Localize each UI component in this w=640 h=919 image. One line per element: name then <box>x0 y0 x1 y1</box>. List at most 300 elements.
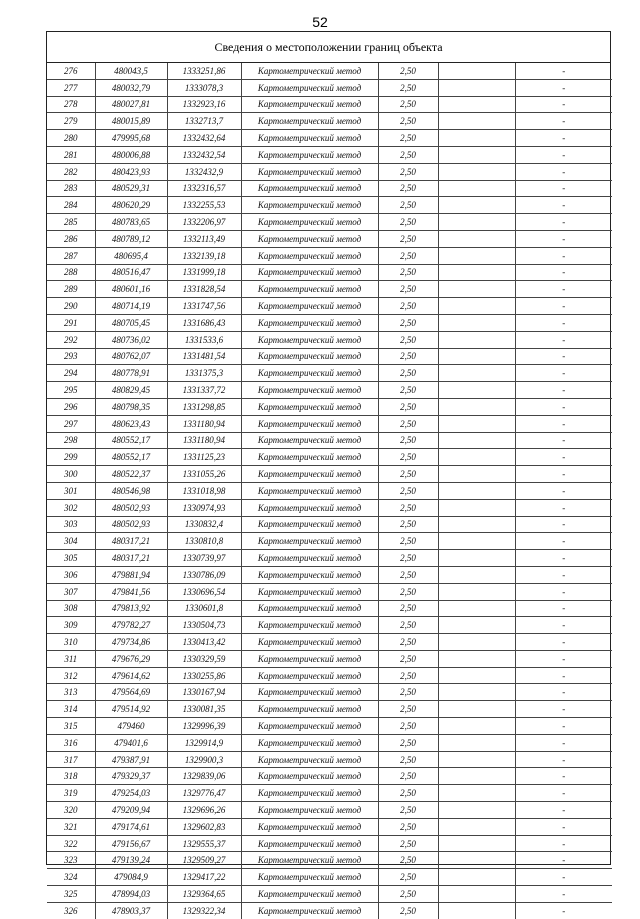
x-coordinate-cell: 480714,19 <box>95 298 167 315</box>
method-cell: Картометрический метод <box>241 63 378 79</box>
x-coordinate-cell: 480778,91 <box>95 365 167 382</box>
point-number-cell: 295 <box>47 382 95 399</box>
y-coordinate-cell: 1330329,59 <box>167 650 241 667</box>
point-number-cell: 320 <box>47 802 95 819</box>
note-cell: - <box>515 214 612 231</box>
note-cell: - <box>515 146 612 163</box>
y-coordinate-cell: 1331686,43 <box>167 314 241 331</box>
accuracy-cell: 2,50 <box>378 197 438 214</box>
y-coordinate-cell: 1331180,94 <box>167 415 241 432</box>
accuracy-cell: 2,50 <box>378 163 438 180</box>
note-cell: - <box>515 79 612 96</box>
x-coordinate-cell: 478994,03 <box>95 886 167 903</box>
x-coordinate-cell: 479174,61 <box>95 818 167 835</box>
extra-cell <box>438 348 515 365</box>
note-cell: - <box>515 432 612 449</box>
table-row <box>47 63 612 79</box>
x-coordinate-cell: 480502,93 <box>95 516 167 533</box>
note-cell: - <box>515 180 612 197</box>
extra-cell <box>438 113 515 130</box>
y-coordinate-cell: 1330974,93 <box>167 499 241 516</box>
note-cell: - <box>515 130 612 147</box>
x-coordinate-cell: 479782,27 <box>95 617 167 634</box>
y-coordinate-cell: 1331337,72 <box>167 382 241 399</box>
x-coordinate-cell: 479881,94 <box>95 566 167 583</box>
y-coordinate-cell: 1330832,4 <box>167 516 241 533</box>
y-coordinate-cell: 1330167,94 <box>167 684 241 701</box>
extra-cell <box>438 516 515 533</box>
method-cell: Картометрический метод <box>241 146 378 163</box>
accuracy-cell: 2,50 <box>378 230 438 247</box>
point-number-cell: 277 <box>47 79 95 96</box>
y-coordinate-cell: 1331375,3 <box>167 365 241 382</box>
y-coordinate-cell: 1330786,09 <box>167 566 241 583</box>
point-number-cell: 291 <box>47 314 95 331</box>
point-number-cell: 322 <box>47 835 95 852</box>
point-number-cell: 308 <box>47 600 95 617</box>
table-row <box>47 768 612 785</box>
note-cell: - <box>515 869 612 886</box>
accuracy-cell: 2,50 <box>378 331 438 348</box>
accuracy-cell: 2,50 <box>378 617 438 634</box>
table-row <box>47 113 612 130</box>
x-coordinate-cell: 480620,29 <box>95 197 167 214</box>
method-cell: Картометрический метод <box>241 802 378 819</box>
accuracy-cell: 2,50 <box>378 734 438 751</box>
method-cell: Картометрический метод <box>241 247 378 264</box>
method-cell: Картометрический метод <box>241 701 378 718</box>
x-coordinate-cell: 479329,37 <box>95 768 167 785</box>
method-cell: Картометрический метод <box>241 869 378 886</box>
extra-cell <box>438 415 515 432</box>
note-cell: - <box>515 550 612 567</box>
y-coordinate-cell: 1331298,85 <box>167 398 241 415</box>
x-coordinate-cell: 480032,79 <box>95 79 167 96</box>
accuracy-cell: 2,50 <box>378 634 438 651</box>
note-cell: - <box>515 516 612 533</box>
method-cell: Картометрический метод <box>241 499 378 516</box>
y-coordinate-cell: 1331828,54 <box>167 281 241 298</box>
method-cell: Картометрический метод <box>241 852 378 869</box>
y-coordinate-cell: 1332255,53 <box>167 197 241 214</box>
method-cell: Картометрический метод <box>241 466 378 483</box>
extra-cell <box>438 63 515 79</box>
point-number-cell: 301 <box>47 482 95 499</box>
table-row <box>47 449 612 466</box>
accuracy-cell: 2,50 <box>378 818 438 835</box>
extra-cell <box>438 550 515 567</box>
accuracy-cell: 2,50 <box>378 281 438 298</box>
note-cell: - <box>515 314 612 331</box>
table-row <box>47 230 612 247</box>
extra-cell <box>438 566 515 583</box>
point-number-cell: 276 <box>47 63 95 79</box>
table-row <box>47 415 612 432</box>
accuracy-cell: 2,50 <box>378 214 438 231</box>
extra-cell <box>438 869 515 886</box>
point-number-cell: 288 <box>47 264 95 281</box>
point-number-cell: 303 <box>47 516 95 533</box>
accuracy-cell: 2,50 <box>378 869 438 886</box>
note-cell: - <box>515 718 612 735</box>
accuracy-cell: 2,50 <box>378 264 438 281</box>
x-coordinate-cell: 480317,21 <box>95 533 167 550</box>
x-coordinate-cell: 480522,37 <box>95 466 167 483</box>
y-coordinate-cell: 1329914,9 <box>167 734 241 751</box>
x-coordinate-cell: 479209,94 <box>95 802 167 819</box>
point-number-cell: 285 <box>47 214 95 231</box>
point-number-cell: 298 <box>47 432 95 449</box>
note-cell: - <box>515 802 612 819</box>
y-coordinate-cell: 1332713,7 <box>167 113 241 130</box>
extra-cell <box>438 180 515 197</box>
x-coordinate-cell: 480705,45 <box>95 314 167 331</box>
y-coordinate-cell: 1332923,16 <box>167 96 241 113</box>
accuracy-cell: 2,50 <box>378 583 438 600</box>
note-cell: - <box>515 600 612 617</box>
accuracy-cell: 2,50 <box>378 365 438 382</box>
point-number-cell: 318 <box>47 768 95 785</box>
extra-cell <box>438 886 515 903</box>
y-coordinate-cell: 1331125,23 <box>167 449 241 466</box>
extra-cell <box>438 146 515 163</box>
accuracy-cell: 2,50 <box>378 902 438 918</box>
point-number-cell: 289 <box>47 281 95 298</box>
note-cell: - <box>515 466 612 483</box>
note-cell: - <box>515 835 612 852</box>
x-coordinate-cell: 479734,86 <box>95 634 167 651</box>
x-coordinate-cell: 479401,6 <box>95 734 167 751</box>
table-row <box>47 734 612 751</box>
y-coordinate-cell: 1329364,65 <box>167 886 241 903</box>
x-coordinate-cell: 480798,35 <box>95 398 167 415</box>
extra-cell <box>438 768 515 785</box>
point-number-cell: 292 <box>47 331 95 348</box>
accuracy-cell: 2,50 <box>378 533 438 550</box>
method-cell: Картометрический метод <box>241 415 378 432</box>
y-coordinate-cell: 1329602,83 <box>167 818 241 835</box>
table-row <box>47 802 612 819</box>
table-row <box>47 264 612 281</box>
extra-cell <box>438 818 515 835</box>
table-row <box>47 432 612 449</box>
x-coordinate-cell: 479564,69 <box>95 684 167 701</box>
extra-cell <box>438 617 515 634</box>
method-cell: Картометрический метод <box>241 902 378 918</box>
table-row <box>47 146 612 163</box>
accuracy-cell: 2,50 <box>378 701 438 718</box>
note-cell: - <box>515 365 612 382</box>
accuracy-cell: 2,50 <box>378 415 438 432</box>
y-coordinate-cell: 1332139,18 <box>167 247 241 264</box>
y-coordinate-cell: 1329417,22 <box>167 869 241 886</box>
method-cell: Картометрический метод <box>241 432 378 449</box>
extra-cell <box>438 281 515 298</box>
point-number-cell: 278 <box>47 96 95 113</box>
point-number-cell: 310 <box>47 634 95 651</box>
y-coordinate-cell: 1333078,3 <box>167 79 241 96</box>
table-row <box>47 482 612 499</box>
note-cell: - <box>515 818 612 835</box>
point-number-cell: 280 <box>47 130 95 147</box>
method-cell: Картометрический метод <box>241 533 378 550</box>
extra-cell <box>438 432 515 449</box>
table-row <box>47 718 612 735</box>
y-coordinate-cell: 1329776,47 <box>167 785 241 802</box>
point-number-cell: 311 <box>47 650 95 667</box>
method-cell: Картометрический метод <box>241 298 378 315</box>
point-number-cell: 281 <box>47 146 95 163</box>
x-coordinate-cell: 480601,16 <box>95 281 167 298</box>
method-cell: Картометрический метод <box>241 365 378 382</box>
table-row <box>47 617 612 634</box>
accuracy-cell: 2,50 <box>378 785 438 802</box>
point-number-cell: 294 <box>47 365 95 382</box>
point-number-cell: 286 <box>47 230 95 247</box>
method-cell: Картометрический метод <box>241 600 378 617</box>
x-coordinate-cell: 479084,9 <box>95 869 167 886</box>
x-coordinate-cell: 480043,5 <box>95 63 167 79</box>
accuracy-cell: 2,50 <box>378 348 438 365</box>
note-cell: - <box>515 482 612 499</box>
extra-cell <box>438 214 515 231</box>
accuracy-cell: 2,50 <box>378 63 438 79</box>
note-cell: - <box>515 398 612 415</box>
note-cell: - <box>515 886 612 903</box>
x-coordinate-cell: 480502,93 <box>95 499 167 516</box>
point-number-cell: 300 <box>47 466 95 483</box>
method-cell: Картометрический метод <box>241 382 378 399</box>
table-row <box>47 550 612 567</box>
y-coordinate-cell: 1332113,49 <box>167 230 241 247</box>
y-coordinate-cell: 1331999,18 <box>167 264 241 281</box>
x-coordinate-cell: 479254,03 <box>95 785 167 802</box>
table-row <box>47 331 612 348</box>
table-row <box>47 751 612 768</box>
method-cell: Картометрический метод <box>241 516 378 533</box>
point-number-cell: 284 <box>47 197 95 214</box>
point-number-cell: 279 <box>47 113 95 130</box>
extra-cell <box>438 835 515 852</box>
accuracy-cell: 2,50 <box>378 146 438 163</box>
y-coordinate-cell: 1330810,8 <box>167 533 241 550</box>
extra-cell <box>438 583 515 600</box>
accuracy-cell: 2,50 <box>378 96 438 113</box>
accuracy-cell: 2,50 <box>378 768 438 785</box>
method-cell: Картометрический метод <box>241 835 378 852</box>
y-coordinate-cell: 1332432,64 <box>167 130 241 147</box>
table-row <box>47 466 612 483</box>
extra-cell <box>438 96 515 113</box>
table-row <box>47 667 612 684</box>
extra-cell <box>438 785 515 802</box>
method-cell: Картометрический метод <box>241 583 378 600</box>
y-coordinate-cell: 1331481,54 <box>167 348 241 365</box>
y-coordinate-cell: 1330504,73 <box>167 617 241 634</box>
extra-cell <box>438 130 515 147</box>
note-cell: - <box>515 264 612 281</box>
x-coordinate-cell: 479995,68 <box>95 130 167 147</box>
method-cell: Картометрический метод <box>241 482 378 499</box>
y-coordinate-cell: 1329696,26 <box>167 802 241 819</box>
extra-cell <box>438 751 515 768</box>
note-cell: - <box>515 113 612 130</box>
point-number-cell: 307 <box>47 583 95 600</box>
extra-cell <box>438 533 515 550</box>
extra-cell <box>438 634 515 651</box>
method-cell: Картометрический метод <box>241 130 378 147</box>
x-coordinate-cell: 479156,67 <box>95 835 167 852</box>
note-cell: - <box>515 63 612 79</box>
method-cell: Картометрический метод <box>241 96 378 113</box>
point-number-cell: 299 <box>47 449 95 466</box>
method-cell: Картометрический метод <box>241 667 378 684</box>
method-cell: Картометрический метод <box>241 398 378 415</box>
note-cell: - <box>515 415 612 432</box>
x-coordinate-cell: 480529,31 <box>95 180 167 197</box>
point-number-cell: 314 <box>47 701 95 718</box>
note-cell: - <box>515 230 612 247</box>
x-coordinate-cell: 480695,4 <box>95 247 167 264</box>
page-number: 52 <box>312 14 328 30</box>
accuracy-cell: 2,50 <box>378 466 438 483</box>
y-coordinate-cell: 1330255,86 <box>167 667 241 684</box>
table-row <box>47 684 612 701</box>
extra-cell <box>438 365 515 382</box>
table-row <box>47 566 612 583</box>
x-coordinate-cell: 479139,24 <box>95 852 167 869</box>
y-coordinate-cell: 1331018,98 <box>167 482 241 499</box>
table-row <box>47 852 612 869</box>
point-number-cell: 325 <box>47 886 95 903</box>
point-number-cell: 319 <box>47 785 95 802</box>
x-coordinate-cell: 480015,89 <box>95 113 167 130</box>
y-coordinate-cell: 1329509,27 <box>167 852 241 869</box>
x-coordinate-cell: 480423,93 <box>95 163 167 180</box>
table-row <box>47 365 612 382</box>
accuracy-cell: 2,50 <box>378 650 438 667</box>
note-cell: - <box>515 650 612 667</box>
point-number-cell: 302 <box>47 499 95 516</box>
point-number-cell: 283 <box>47 180 95 197</box>
extra-cell <box>438 701 515 718</box>
extra-cell <box>438 398 515 415</box>
table-row <box>47 314 612 331</box>
coordinates-table-body <box>47 63 612 919</box>
y-coordinate-cell: 1330696,54 <box>167 583 241 600</box>
table-row <box>47 634 612 651</box>
y-coordinate-cell: 1329555,37 <box>167 835 241 852</box>
extra-cell <box>438 163 515 180</box>
extra-cell <box>438 449 515 466</box>
table-row <box>47 79 612 96</box>
y-coordinate-cell: 1330413,42 <box>167 634 241 651</box>
method-cell: Картометрический метод <box>241 785 378 802</box>
note-cell: - <box>515 298 612 315</box>
note-cell: - <box>515 331 612 348</box>
extra-cell <box>438 197 515 214</box>
extra-cell <box>438 667 515 684</box>
x-coordinate-cell: 480516,47 <box>95 264 167 281</box>
table-row <box>47 835 612 852</box>
y-coordinate-cell: 1329839,06 <box>167 768 241 785</box>
extra-cell <box>438 230 515 247</box>
note-cell: - <box>515 785 612 802</box>
x-coordinate-cell: 479514,92 <box>95 701 167 718</box>
table-row <box>47 499 612 516</box>
point-number-cell: 323 <box>47 852 95 869</box>
table-row <box>47 818 612 835</box>
method-cell: Картометрический метод <box>241 348 378 365</box>
extra-cell <box>438 298 515 315</box>
note-cell: - <box>515 382 612 399</box>
point-number-cell: 315 <box>47 718 95 735</box>
note-cell: - <box>515 348 612 365</box>
accuracy-cell: 2,50 <box>378 180 438 197</box>
table-row <box>47 785 612 802</box>
note-cell: - <box>515 667 612 684</box>
extra-cell <box>438 331 515 348</box>
accuracy-cell: 2,50 <box>378 751 438 768</box>
point-number-cell: 290 <box>47 298 95 315</box>
accuracy-cell: 2,50 <box>378 600 438 617</box>
accuracy-cell: 2,50 <box>378 886 438 903</box>
y-coordinate-cell: 1333251,86 <box>167 63 241 79</box>
note-cell: - <box>515 684 612 701</box>
table-row <box>47 600 612 617</box>
table-row <box>47 583 612 600</box>
method-cell: Картометрический метод <box>241 550 378 567</box>
point-number-cell: 324 <box>47 869 95 886</box>
y-coordinate-cell: 1332432,9 <box>167 163 241 180</box>
point-number-cell: 297 <box>47 415 95 432</box>
accuracy-cell: 2,50 <box>378 684 438 701</box>
table-row <box>47 348 612 365</box>
x-coordinate-cell: 480552,17 <box>95 432 167 449</box>
x-coordinate-cell: 480783,65 <box>95 214 167 231</box>
method-cell: Картометрический метод <box>241 650 378 667</box>
extra-cell <box>438 482 515 499</box>
coordinates-table <box>47 63 612 919</box>
x-coordinate-cell: 480546,98 <box>95 482 167 499</box>
y-coordinate-cell: 1332432,54 <box>167 146 241 163</box>
note-cell: - <box>515 634 612 651</box>
accuracy-cell: 2,50 <box>378 667 438 684</box>
accuracy-cell: 2,50 <box>378 130 438 147</box>
accuracy-cell: 2,50 <box>378 382 438 399</box>
point-number-cell: 304 <box>47 533 95 550</box>
y-coordinate-cell: 1331747,56 <box>167 298 241 315</box>
method-cell: Картометрический метод <box>241 79 378 96</box>
note-cell: - <box>515 449 612 466</box>
method-cell: Картометрический метод <box>241 634 378 651</box>
point-number-cell: 306 <box>47 566 95 583</box>
note-cell: - <box>515 533 612 550</box>
note-cell: - <box>515 163 612 180</box>
y-coordinate-cell: 1331180,94 <box>167 432 241 449</box>
method-cell: Картометрический метод <box>241 113 378 130</box>
note-cell: - <box>515 734 612 751</box>
point-number-cell: 313 <box>47 684 95 701</box>
extra-cell <box>438 684 515 701</box>
x-coordinate-cell: 480552,17 <box>95 449 167 466</box>
extra-cell <box>438 264 515 281</box>
note-cell: - <box>515 852 612 869</box>
x-coordinate-cell: 480027,81 <box>95 96 167 113</box>
table-row <box>47 701 612 718</box>
note-cell: - <box>515 751 612 768</box>
table-row <box>47 197 612 214</box>
